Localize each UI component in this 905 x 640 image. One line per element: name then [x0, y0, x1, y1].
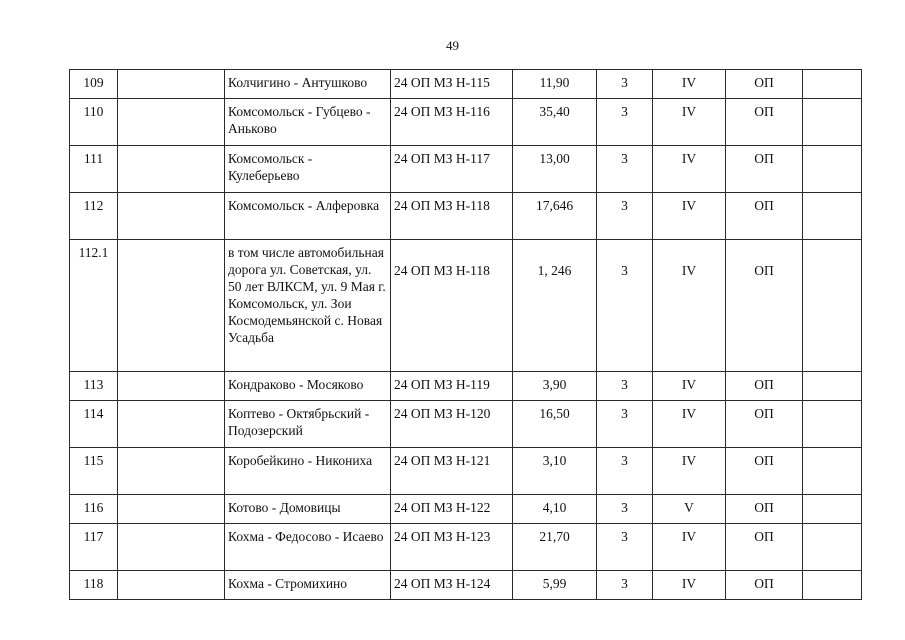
road-length: 4,10 [513, 495, 597, 524]
blank-cell [118, 240, 225, 372]
road-type: ОП [726, 401, 803, 448]
road-tech-class: IV [653, 70, 726, 99]
road-name: Коптево - Октябрьский - Подозерский [225, 401, 391, 448]
table-row [70, 524, 862, 571]
road-category: 3 [597, 524, 653, 571]
extra-cell [803, 146, 862, 193]
blank-cell [118, 571, 225, 600]
road-length: 17,646 [513, 193, 597, 240]
road-length: 21,70 [513, 524, 597, 571]
road-name: Кохма - Стромихино [225, 571, 391, 600]
road-tech-class: IV [653, 372, 726, 401]
road-length: 1, 246 [513, 240, 597, 372]
road-category: 3 [597, 448, 653, 495]
road-code: 24 ОП МЗ Н-123 [391, 524, 513, 571]
road-type: ОП [726, 495, 803, 524]
road-name: Котово - Домовицы [225, 495, 391, 524]
road-tech-class: IV [653, 524, 726, 571]
road-code: 24 ОП МЗ Н-116 [391, 99, 513, 146]
blank-cell [118, 524, 225, 571]
table-row [70, 146, 862, 193]
road-name: Комсомольск - Губцево - Аньково [225, 99, 391, 146]
road-length: 3,90 [513, 372, 597, 401]
row-number: 113 [70, 372, 118, 401]
extra-cell [803, 193, 862, 240]
road-type: ОП [726, 70, 803, 99]
road-code: 24 ОП МЗ Н-118 [391, 193, 513, 240]
roads-table [69, 69, 862, 600]
table-row [70, 70, 862, 99]
road-tech-class: IV [653, 571, 726, 600]
road-name: Кондраково - Мосяково [225, 372, 391, 401]
road-name: Колчигино - Антушково [225, 70, 391, 99]
road-type: ОП [726, 448, 803, 495]
row-number: 115 [70, 448, 118, 495]
road-length: 16,50 [513, 401, 597, 448]
road-code: 24 ОП МЗ Н-117 [391, 146, 513, 193]
row-number: 110 [70, 99, 118, 146]
road-code: 24 ОП МЗ Н-115 [391, 70, 513, 99]
road-tech-class: IV [653, 240, 726, 372]
blank-cell [118, 146, 225, 193]
extra-cell [803, 448, 862, 495]
road-category: 3 [597, 571, 653, 600]
road-code: 24 ОП МЗ Н-118 [391, 240, 513, 372]
row-number: 114 [70, 401, 118, 448]
blank-cell [118, 495, 225, 524]
road-length: 5,99 [513, 571, 597, 600]
road-code: 24 ОП МЗ Н-124 [391, 571, 513, 600]
row-number: 111 [70, 146, 118, 193]
row-number: 116 [70, 495, 118, 524]
page-number: 49 [446, 38, 459, 53]
blank-cell [118, 372, 225, 401]
row-number: 112.1 [70, 240, 118, 372]
extra-cell [803, 495, 862, 524]
table-row [70, 193, 862, 240]
road-category: 3 [597, 495, 653, 524]
road-length: 11,90 [513, 70, 597, 99]
road-category: 3 [597, 70, 653, 99]
road-type: ОП [726, 571, 803, 600]
extra-cell [803, 372, 862, 401]
road-type: ОП [726, 372, 803, 401]
road-name: Комсомольск - Кулеберьево [225, 146, 391, 193]
table-row [70, 240, 862, 372]
table-row [70, 495, 862, 524]
road-code: 24 ОП МЗ Н-119 [391, 372, 513, 401]
road-code: 24 ОП МЗ Н-122 [391, 495, 513, 524]
road-type: ОП [726, 524, 803, 571]
road-category: 3 [597, 193, 653, 240]
row-number: 112 [70, 193, 118, 240]
table-row [70, 401, 862, 448]
extra-cell [803, 99, 862, 146]
road-tech-class: IV [653, 193, 726, 240]
road-length: 3,10 [513, 448, 597, 495]
blank-cell [118, 401, 225, 448]
road-code: 24 ОП МЗ Н-120 [391, 401, 513, 448]
road-type: ОП [726, 99, 803, 146]
row-number: 118 [70, 571, 118, 600]
row-number: 109 [70, 70, 118, 99]
road-category: 3 [597, 372, 653, 401]
table-row [70, 448, 862, 495]
road-category: 3 [597, 401, 653, 448]
road-code: 24 ОП МЗ Н-121 [391, 448, 513, 495]
road-tech-class: IV [653, 146, 726, 193]
road-category: 3 [597, 240, 653, 372]
blank-cell [118, 448, 225, 495]
extra-cell [803, 240, 862, 372]
road-category: 3 [597, 146, 653, 193]
road-tech-class: IV [653, 401, 726, 448]
table-row [70, 372, 862, 401]
blank-cell [118, 70, 225, 99]
road-name: в том числе автомобильная дорога ул. Советская, ул. 50 лет ВЛКСМ, ул. 9 Мая г. Комсомольск, ул. Зои Космодемьянской с. Новая Усадьба [225, 240, 391, 372]
road-tech-class: IV [653, 99, 726, 146]
extra-cell [803, 401, 862, 448]
road-name: Комсомольск - Алферовка [225, 193, 391, 240]
road-name: Коробейкино - Никониха [225, 448, 391, 495]
blank-cell [118, 99, 225, 146]
extra-cell [803, 571, 862, 600]
road-type: ОП [726, 193, 803, 240]
table-row [70, 99, 862, 146]
road-tech-class: IV [653, 448, 726, 495]
road-length: 35,40 [513, 99, 597, 146]
table-row [70, 571, 862, 600]
road-type: ОП [726, 146, 803, 193]
road-name: Кохма - Федосово - Исаево [225, 524, 391, 571]
road-length: 13,00 [513, 146, 597, 193]
road-type: ОП [726, 240, 803, 372]
extra-cell [803, 70, 862, 99]
road-tech-class: V [653, 495, 726, 524]
row-number: 117 [70, 524, 118, 571]
road-category: 3 [597, 99, 653, 146]
extra-cell [803, 524, 862, 571]
blank-cell [118, 193, 225, 240]
